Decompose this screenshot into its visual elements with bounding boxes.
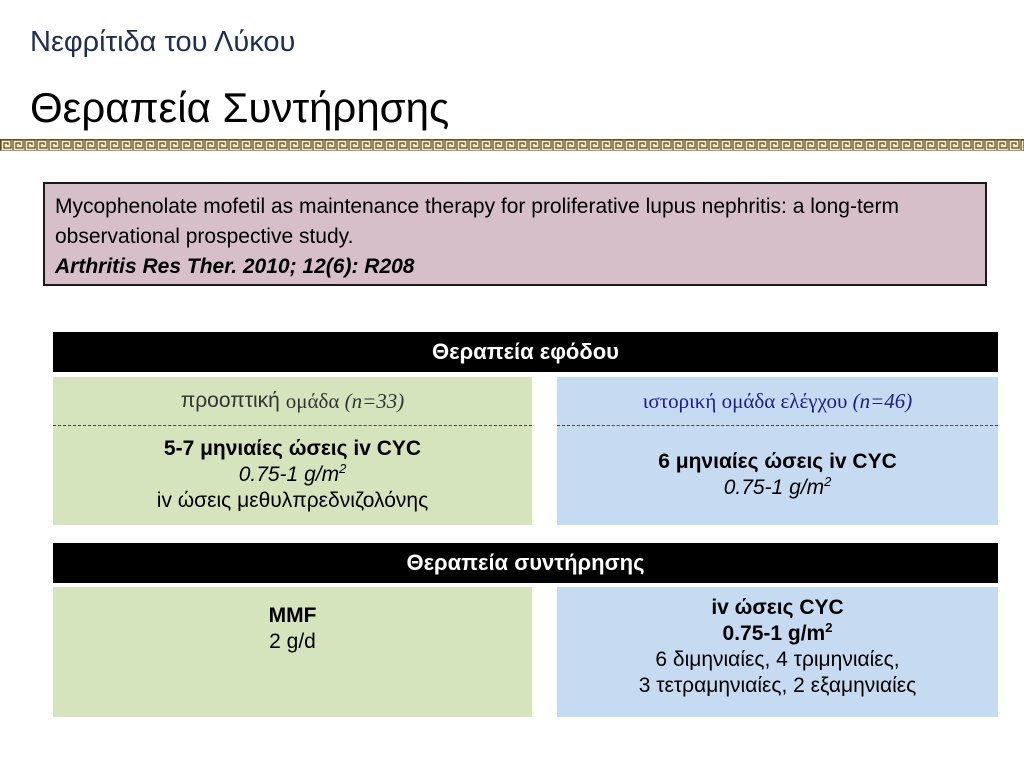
maintenance-mmf: MMF [268,604,317,627]
reference-text: Mycophenolate mofetil as maintenance therapy for proliferative lupus nephritis: a long-term observational prospective study. [55,195,899,248]
slide-title: Θεραπεία Συντήρησης [30,84,450,131]
prospective-induction-line3: iv ώσεις μεθυλπρεδνιζολόνης [156,489,429,512]
group-label-sans: προοπτική [180,389,280,412]
maintenance-cyc-schedule-1: 6 διμηνιαίες, 4 τριμηνιαίες, [655,648,900,671]
prospective-induction-dose: 0.75-1 $g/m^2$ [238,461,347,486]
historical-induction-dose: 0.75-1 $g/m^2$ [723,474,832,499]
group-label-serif: ομάδα (n=33) [285,389,405,413]
maintenance-header: Θεραπεία συντήρησης [53,543,998,583]
reference-journal: Arthritis Res Ther. 2010; 12(6): R208 [55,255,415,278]
induction-prospective-panel [53,377,532,525]
prospective-group-label [53,377,532,426]
induction-historical-panel [557,377,998,525]
greek-key-border [0,139,1024,151]
historical-group-label: ιστορική ομάδα ελέγχου (n=46) [557,377,998,426]
maintenance-historical-panel [557,587,998,717]
maintenance-cyc: iv ώσεις CYC [711,596,844,619]
induction-header: Θεραπεία εφόδου [53,332,998,372]
maintenance-cyc-dose: 0.75-1 $g/m^2$ [722,620,833,645]
historical-induction-line1: 6 μηνιαίες ώσεις iv CYC [658,450,897,473]
reference-box [43,182,987,286]
maintenance-mmf-dose: 2 g/d [269,630,316,653]
maintenance-prospective-panel [53,587,532,717]
slide-subtitle: Νεφρίτιδα του Λύκου [30,26,296,58]
maintenance-cyc-schedule-2: 3 τετραμηνιαίες, 2 εξαμηνιαίες [638,674,917,697]
prospective-induction-line1: 5-7 μηνιαίες ώσεις iv CYC [163,437,422,460]
